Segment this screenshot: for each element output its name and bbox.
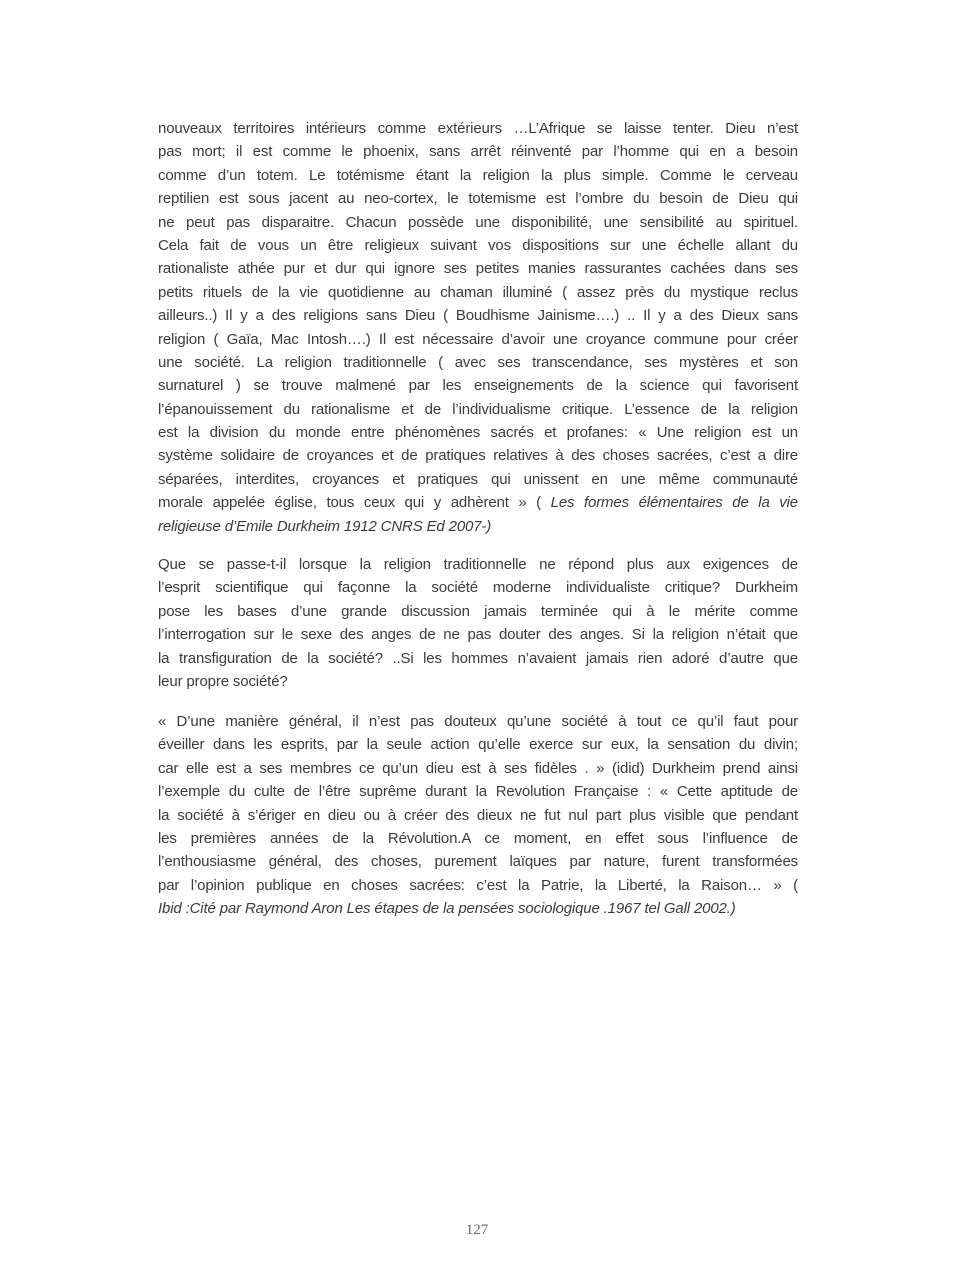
body-text: la société à s’ériger en dieu ou à créer des dieux ne fut nul part plus visible que pendant (158, 806, 798, 824)
citation-text: Ibid :Cité par Raymond Aron Les étapes de la pensées sociologique .1967 tel Gall 2002.) (158, 900, 736, 918)
body-text: les premières années de la Révolution.A ce moment, en effet sous l’influence de (158, 829, 798, 847)
text-line (158, 328, 798, 351)
body-text: ne peut pas disparaitre. Chacun possède une disponibilité, une sensibilité au spirituel. (158, 213, 798, 231)
text-line (158, 647, 798, 670)
text-line (158, 804, 798, 827)
text-line (158, 444, 798, 467)
body-text: l’épanouissement du rationalisme et de l’individualisme critique. L’essence de la religion (158, 400, 798, 418)
body-text: séparées, interdites, croyances et pratiques qui unissent en une même communauté (158, 470, 798, 488)
text-line (158, 515, 798, 538)
body-text: reptilien est sous jacent au neo-cortex, le totemisme est l’ombre du besoin de Dieu qui (158, 190, 798, 208)
text-line (158, 827, 798, 850)
body-text: par l’opinion publique en choses sacrées: c’est la Patrie, la Liberté, la Raison… » ( (158, 876, 798, 894)
text-line (158, 468, 798, 491)
text-line (158, 304, 798, 327)
text-line (158, 670, 798, 693)
page-number: 127 (465, 1222, 489, 1238)
body-text: l’interrogation sur le sexe des anges de ne pas douter des anges. Si la religion n’était que (158, 626, 798, 644)
text-line (158, 234, 798, 257)
body-text: l’esprit scientifique qui façonne la société moderne individualiste critique? Durkheim (158, 579, 798, 597)
body-text: nouveaux territoires intérieurs comme extérieurs …L’Afrique se laisse tenter. Dieu n’est (158, 120, 798, 137)
body-text: morale appelée église, tous ceux qui y adhèrent » ( (158, 494, 551, 512)
paragraph-3 (158, 710, 798, 921)
body-text: pose les bases d’une grande discussion jamais terminée qui à le mérite comme (158, 602, 798, 620)
text-line (158, 576, 798, 599)
body-text: petits rituels de la vie quotidienne au chaman illuminé ( assez près du mystique reclus (158, 283, 798, 301)
body-text: car elle est a ses membres ce qu’un dieu est à ses fidèles . » (idid) Durkheim prend ainsi (158, 759, 798, 777)
citation-text: religieuse d’Emile Durkheim 1912 CNRS Ed 2007-) (158, 517, 492, 535)
body-text: l’enthousiasme général, des choses, purement laïques par nature, furent transformées (158, 853, 798, 871)
text-line (158, 757, 798, 780)
text-line (158, 780, 798, 803)
body-text: rationaliste athée pur et dur qui ignore ses petites manies rassurantes cachées dans ses (158, 260, 798, 278)
text-line (158, 850, 798, 873)
text-line (158, 600, 798, 623)
body-text: la transfiguration de la société? ..Si les hommes n’avaient jamais rien adoré d’autre que (158, 649, 798, 667)
text-line (158, 398, 798, 421)
text-line (158, 491, 798, 514)
body-text: éveiller dans les esprits, par la seule action qu’elle exerce sur eux, la sensation du divin; (158, 736, 798, 754)
body-text: l’exemple du culte de l’être suprême durant la Revolution Française : « Cette aptitude de (158, 783, 798, 801)
text-line (158, 351, 798, 374)
body-text: Cela fait de vous un être religieux suivant vos dispositions sur une échelle allant du (158, 236, 798, 254)
body-text: pas mort; il est comme le phoenix, sans arrêt réinventé par l’homme qui en a besoin (158, 143, 798, 161)
text-line (158, 187, 798, 210)
body-text: ailleurs..) Il y a des religions sans Dieu ( Boudhisme Jainisme….) .. Il y a des Dieux sans (158, 307, 798, 325)
body-text: « D’une manière général, il n’est pas douteux qu’une société à tout ce qu’il faut pour (158, 713, 798, 730)
text-line (158, 874, 798, 897)
text-line (158, 164, 798, 187)
paragraph-1 (158, 117, 798, 538)
text-line (158, 553, 798, 576)
body-text: leur propre société? (158, 672, 288, 690)
body-text: comme d’un totem. Le totémisme étant la religion la plus simple. Comme le cerveau (158, 166, 798, 184)
text-line (158, 710, 798, 733)
body-text: est la division du monde entre phénomènes sacrés et profanes: « Une religion est un (158, 424, 798, 442)
paragraph-2 (158, 553, 798, 693)
text-line (158, 117, 798, 140)
body-text: religion ( Gaïa, Mac Intosh….) Il est nécessaire d’avoir une croyance commune pour créer (158, 330, 798, 348)
body-text: une société. La religion traditionnelle ( avec ses transcendance, ses mystères et son (158, 353, 798, 371)
text-line (158, 374, 798, 397)
text-line (158, 623, 798, 646)
text-line (158, 421, 798, 444)
text-line (158, 140, 798, 163)
text-line (158, 897, 798, 920)
text-line (158, 281, 798, 304)
text-line (158, 733, 798, 756)
body-text: système solidaire de croyances et de pratiques relatives à des choses sacrées, c’est a dire (158, 447, 798, 465)
text-line (158, 257, 798, 280)
citation-text: Les formes élémentaires de la vie (550, 494, 798, 512)
body-text: surnaturel ) se trouve malmené par les enseignements de la science qui favorisent (158, 377, 798, 395)
body-text: Que se passe-t-il lorsque la religion traditionnelle ne répond plus aux exigences de (158, 556, 798, 573)
text-line (158, 211, 798, 234)
